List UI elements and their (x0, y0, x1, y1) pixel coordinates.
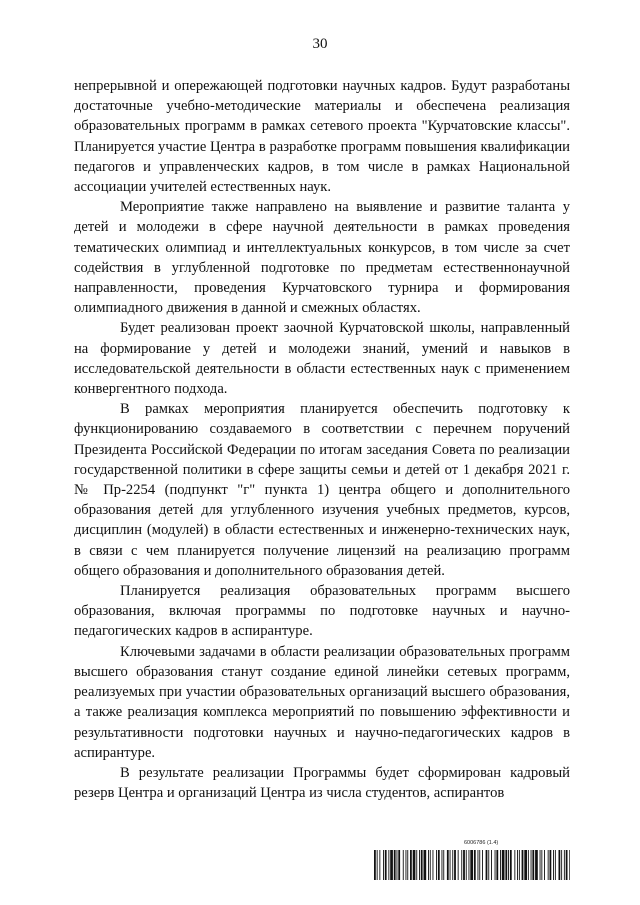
paragraph-5: Планируется реализация образовательных программ высшего образования, включая программы по подготовке научных и научно-педагогических кадров в аспирантуре. (74, 583, 570, 640)
barcode-bar (479, 850, 480, 880)
barcode-bar (508, 850, 509, 880)
barcode-bar (532, 850, 534, 880)
barcode-bar (433, 850, 434, 880)
barcode-bar (505, 850, 507, 880)
barcode-bar (416, 850, 417, 880)
barcode-graphic (374, 850, 570, 880)
barcode-bar (561, 850, 562, 880)
barcode-bar (442, 850, 443, 880)
barcode-bar (383, 850, 384, 880)
barcode-bar (385, 850, 387, 880)
barcode-bar (488, 850, 489, 880)
barcode-bar (430, 850, 431, 880)
barcode-bar (553, 850, 554, 880)
barcode-bar (517, 850, 518, 880)
barcode-bar (407, 850, 408, 880)
paragraph-6: Ключевыми задачами в области реализации образовательных программ высшего образования станут создание единой линейки сетевых программ, реализуемых при участии образовательных организаций высшего образования, а также реализация комплекса мероприятий по повышению эффективности и результативности подготовки научных и научно-педагогических кадров в аспирантуре. (74, 643, 570, 761)
document-barcode (374, 840, 570, 882)
barcode-bar (469, 850, 470, 880)
barcode-bar (496, 850, 498, 880)
barcode-bar (397, 850, 398, 880)
barcode-bar (486, 850, 488, 880)
barcode-bar (569, 850, 570, 880)
paragraph-4: В рамках мероприятия планируется обеспечить подготовку к функционированию создаваемого в соответствии с перечнем поручений Президента Российской Федерации по итогам заседания Совета по реализации государственной политики в сфере защиты семьи и детей от 1 декабря 2021 г. № Пр-2254 (подпункт "г" пункта 1) центра общего и дополнительного образования детей для углубленного изучения учебных предметов, курсов, дисциплин (модулей) в области естественных и инженерно-технических наук, в связи с чем планируется получение лицензий на реализацию программ общего образования и дополнительного образования детей. (74, 401, 570, 579)
barcode-bar (421, 850, 423, 880)
barcode-bar (541, 850, 542, 880)
barcode-bar (410, 850, 412, 880)
barcode-bar (438, 850, 440, 880)
barcode-bar (403, 850, 404, 880)
barcode-bar (379, 850, 380, 880)
barcode-bar (454, 850, 456, 880)
barcode-bar (470, 850, 473, 880)
body-text (74, 76, 570, 803)
barcode-bar (510, 850, 512, 880)
paragraph-3: Будет реализован проект заочной Курчатовской школы, направленный на формирование у детей и молодежи знаний, умений и навыков в исследовательской деятельности в области естественных наук с применением конвергентного подхода. (74, 320, 570, 398)
barcode-bar (474, 850, 476, 880)
barcode-bar (548, 850, 549, 880)
barcode-bar (463, 850, 465, 880)
barcode-bar (452, 850, 453, 880)
barcode-bar (461, 850, 462, 880)
barcode-bar (514, 850, 515, 880)
barcode-bar (436, 850, 437, 880)
paragraph-2: Мероприятие также направлено на выявление и развитие таланта у детей и молодежи в сфере научной деятельности в рамках проведения тематических олимпиад и интеллектуальных конкурсов, в том числе за счет содействия в углубленной подготовке по предметам естественнонаучной направленности, проведения Курчатовского турнира и формирования олимпиадного движения в данной и смежных областях. (74, 199, 570, 317)
barcode-bar (559, 850, 561, 880)
barcode-bar (528, 850, 529, 880)
barcode-bar (424, 850, 427, 880)
barcode-bar (447, 850, 449, 880)
barcode-bar (413, 850, 416, 880)
barcode-bar (394, 850, 396, 880)
barcode-bar (555, 850, 556, 880)
barcode-bar (495, 850, 496, 880)
barcode-bar (491, 850, 492, 880)
barcode-bar (564, 850, 565, 880)
barcode-bar (419, 850, 420, 880)
barcode-bar (502, 850, 505, 880)
barcode-bar (550, 850, 552, 880)
paragraph-1: непрерывной и опережающей подготовки научных кадров. Будут разработаны достаточные учебно-методические материалы и обеспечена реализация образовательных программ в рамках сетевого проекта "Курчатовские классы". Планируется участие Центра в разработке программ повышения квалификации педагогов и управленческих кадров, в том числе в рамках Национальной ассоциации учителей естественных наук. (74, 78, 570, 196)
barcode-bar (398, 850, 400, 880)
barcode-bar (466, 850, 467, 880)
barcode-bar (388, 850, 389, 880)
page-number: 30 (312, 36, 328, 52)
barcode-bar (478, 850, 479, 880)
barcode-bar (535, 850, 538, 880)
barcode-bar (519, 850, 520, 880)
barcode-bar (458, 850, 459, 880)
barcode-bar (377, 850, 378, 880)
barcode-bar (540, 850, 541, 880)
barcode-bar (524, 850, 527, 880)
paragraph-7: В результате реализации Программы будет сформирован кадровый резерв Центра и организаций Центра из числа студентов, аспирантов (74, 764, 570, 802)
barcode-bar (531, 850, 532, 880)
barcode-bar (390, 850, 393, 880)
barcode-bar (566, 850, 568, 880)
barcode-bar (482, 850, 483, 880)
barcode-bar (406, 850, 407, 880)
barcode-bar (500, 850, 501, 880)
barcode-bar (522, 850, 524, 880)
barcode-bar (428, 850, 429, 880)
barcode-bar (450, 850, 451, 880)
barcode-bar (443, 850, 444, 880)
barcode-caption: 6006786 (1.4) (464, 840, 499, 846)
barcode-bar (544, 850, 545, 880)
barcode-bar (374, 850, 376, 880)
